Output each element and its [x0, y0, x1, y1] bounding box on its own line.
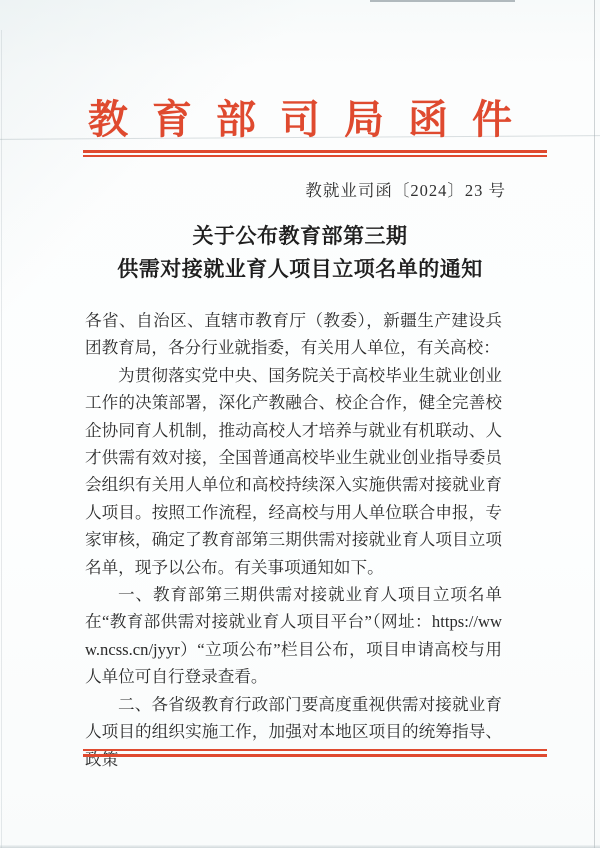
scan-edge-top	[370, 0, 515, 2]
item-2: 二、各省级教育行政部门要高度重视供需对接就业育人项目的组织实施工作，加强对本地区项目的统筹指导、政策	[85, 694, 502, 769]
document-title-line-1: 关于公布教育部第三期	[192, 224, 408, 248]
scan-edge-left	[1, 30, 2, 848]
item-1: 一、教育部第三期供需对接就业育人项目立项名单在“教育部供需对接就业育人项目平台”（网址：https://www.ncss.cn/jyyr）“立项公布”栏目公布，项目申请高校与用人单位可自行登录查看。	[85, 585, 502, 687]
document-title-line-2: 供需对接就业育人项目立项名单的通知	[117, 257, 483, 281]
document-body	[85, 307, 502, 773]
footer-double-rule	[83, 749, 547, 757]
letterhead-title: 教育部司局函件	[88, 97, 536, 142]
document-title	[0, 220, 600, 286]
letterhead-double-rule	[83, 150, 547, 157]
body-paragraph-1: 为贯彻落实党中央、国务院关于高校毕业生就业创业工作的决策部署，深化产教融合、校企合作，健全完善校企协同育人机制，推动高校人才培养与就业有机联动、人才供需有效对接，全国普通高校毕业生就业创业指导委员会组织有关用人单位和高校持续深入实施供需对接就业育人项目。按照工作流程，经高校与用人单位联合申报，专家审核，确定了教育部第三期供需对接就业育人项目立项名单，现予以公布。有关事项通知如下。	[85, 365, 502, 577]
salutation: 各省、自治区、直辖市教育厅（教委），新疆生产建设兵团教育局，各分行业就指委，有关用人单位，有关高校：	[85, 311, 502, 358]
document-number: 教就业司函〔2024〕23 号	[305, 181, 506, 200]
